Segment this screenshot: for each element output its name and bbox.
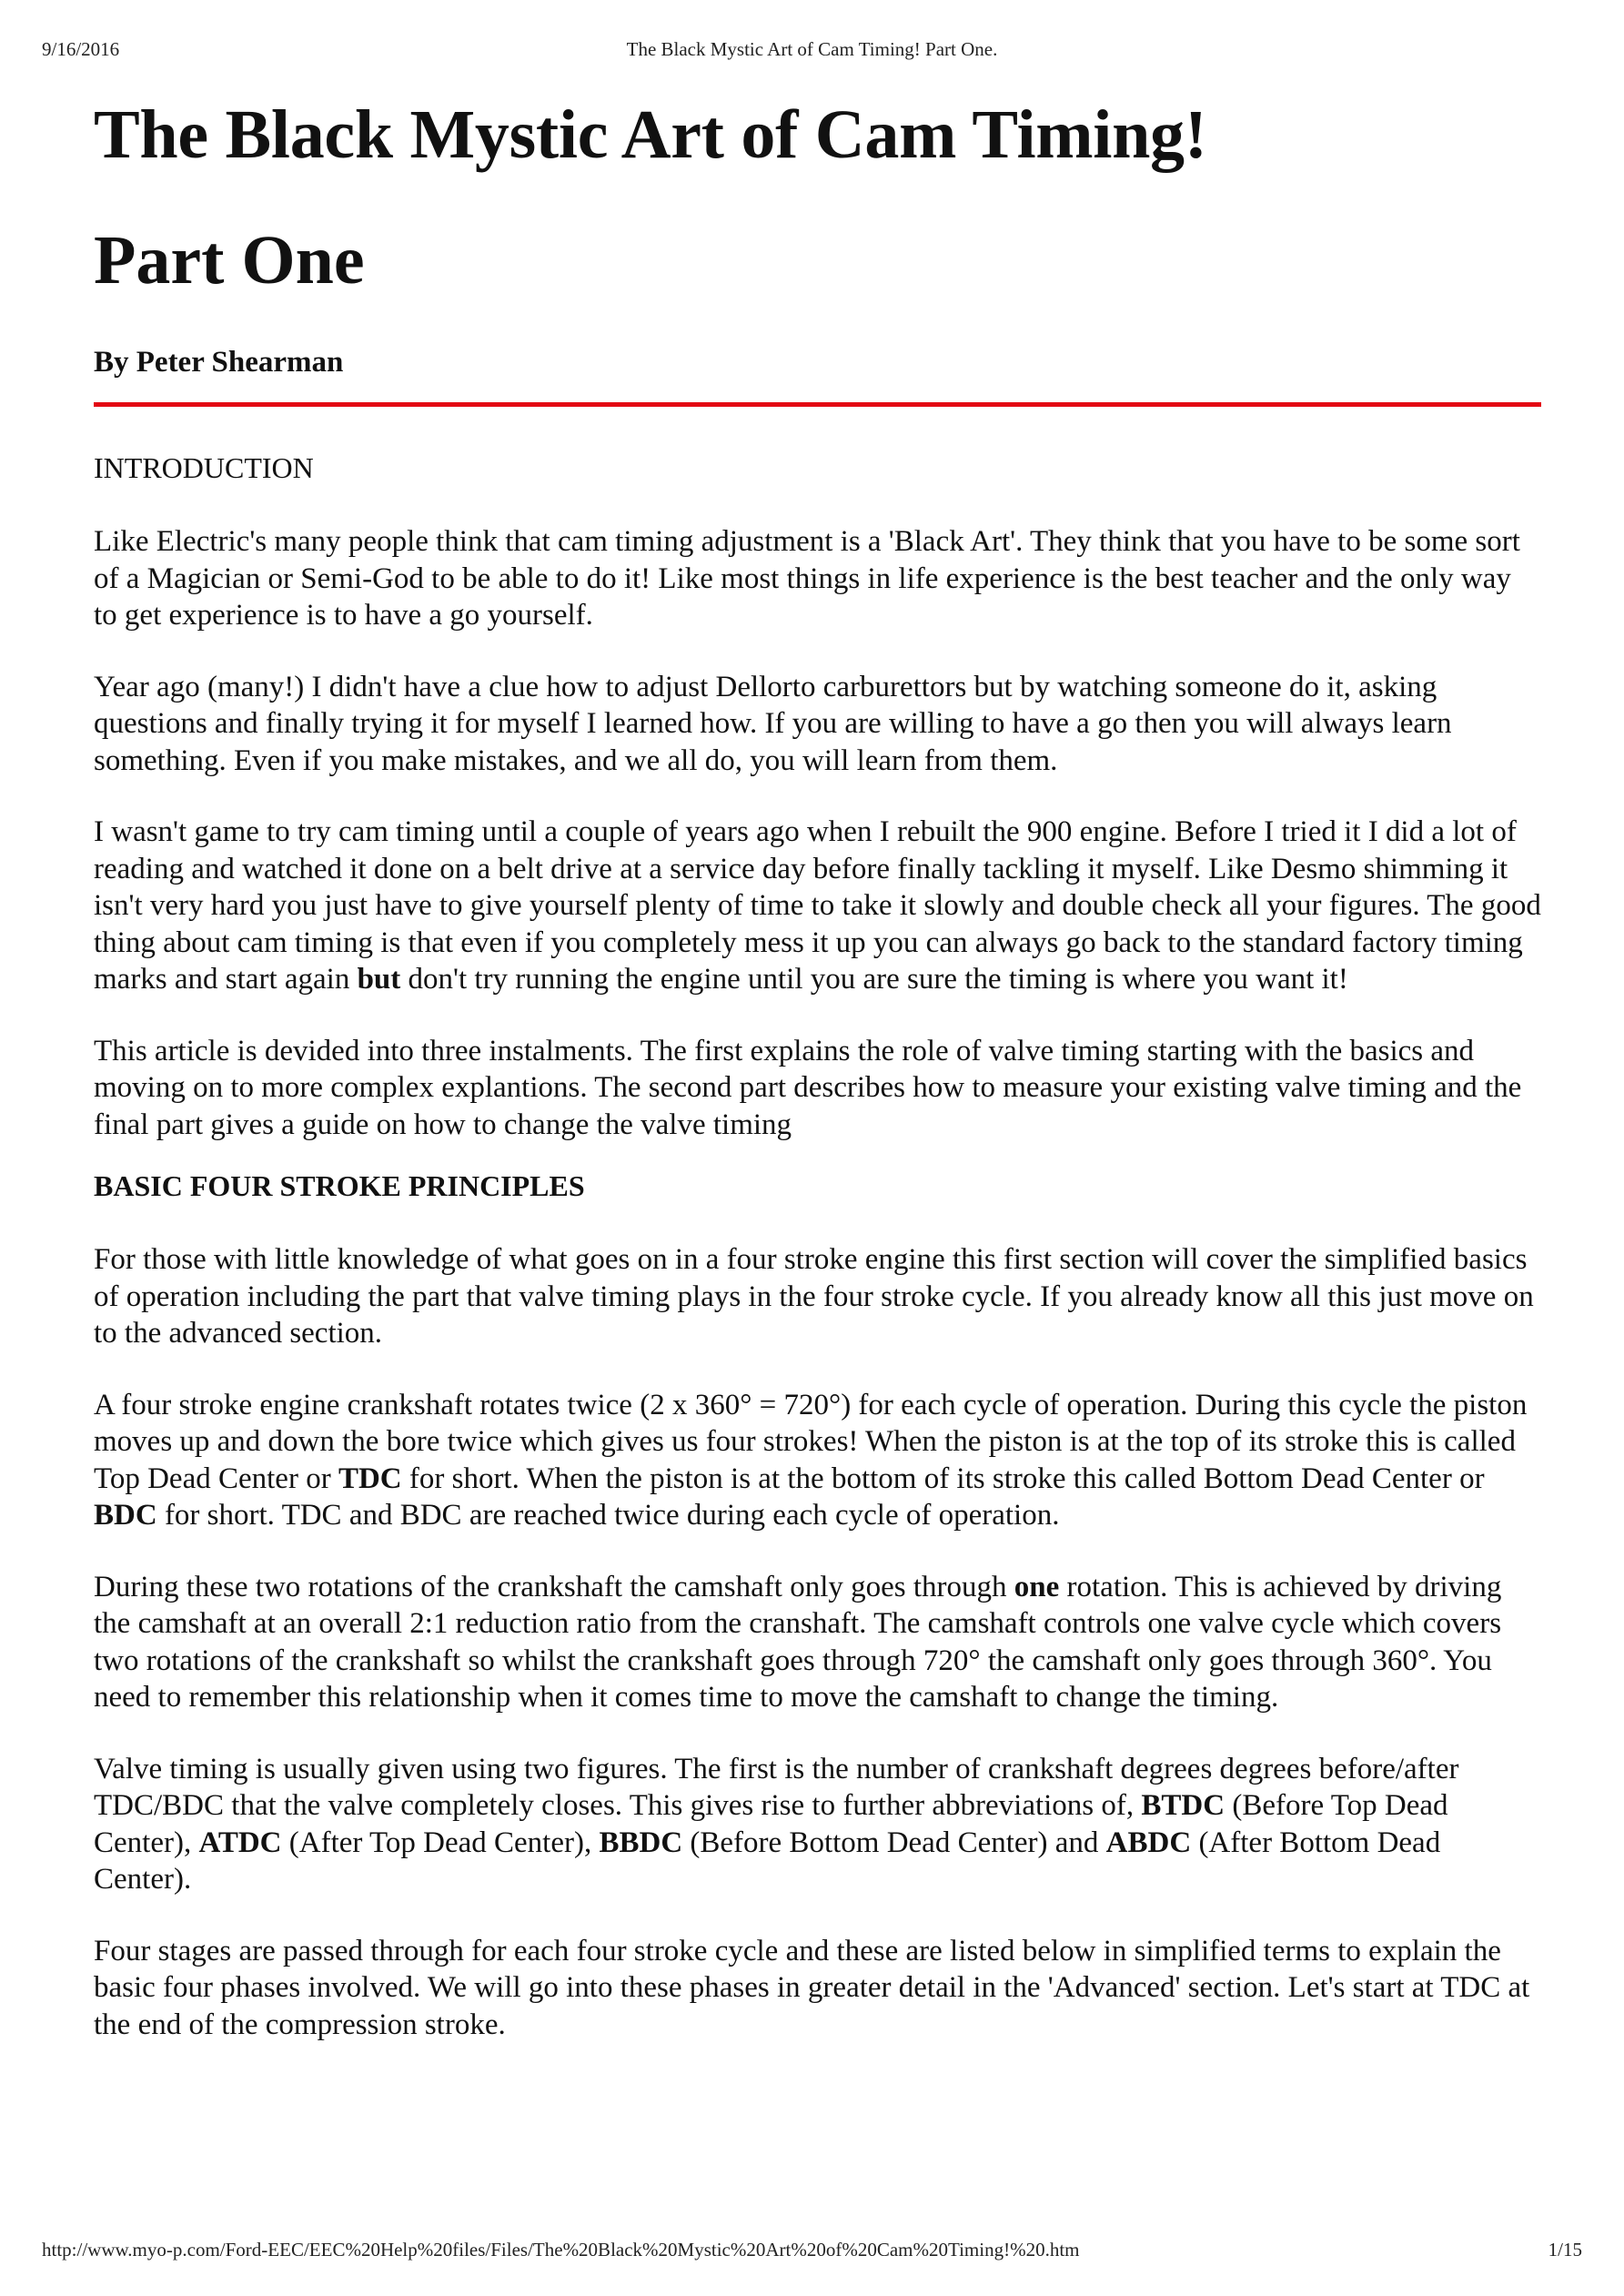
article-byline: By Peter Shearman — [94, 346, 344, 379]
intro-paragraph-3 — [94, 814, 1541, 998]
basics-paragraph-5: Four stages are passed through for each four stroke cycle and these are listed below in simplified terms to explain the basic four phases involved. We will go into these phases in greater detail in the 'Advanced' section. Let's start at TDC at the end of the compression stroke. — [94, 1934, 1530, 2041]
text-run: Valve timing is usually given using two figures. The first is the number of crankshaft degrees degrees before/after TDC/BDC that the valve completely closes. This gives rise to further abbreviations of, — [94, 1752, 1459, 1822]
emphasis-one: one — [1014, 1570, 1060, 1603]
text-run: (Before Bottom Dead Center) and — [682, 1826, 1106, 1859]
article-body — [94, 91, 1541, 2043]
page-number: 1/15 — [1548, 2239, 1582, 2261]
intro-heading: INTRODUCTION — [94, 451, 314, 484]
print-header — [42, 38, 1582, 66]
text-run: I wasn't game to try cam timing until a couple of years ago when I rebuilt the 900 engine. Before I tried it I did a lot of reading and watched it done on a belt drive at a service day before finally tackling it myself. Like Desmo shimming it isn't very hard you just have to give yourself plenty of time to take it slowly and double check all your figures. The good thing about cam timing is that even if you completely mess it up you can always go back to the standard factory timing marks and start again — [94, 815, 1541, 996]
term-tdc: TDC — [338, 1462, 402, 1495]
basics-paragraph-4 — [94, 1751, 1541, 1898]
text-run: (After Bottom Dead Center). — [94, 1826, 1441, 1896]
print-document-title: The Black Mystic Art of Cam Timing! Part One. — [626, 38, 998, 60]
term-abdc: ABDC — [1105, 1826, 1192, 1859]
term-atdc: ATDC — [198, 1826, 282, 1859]
text-run: During these two rotations of the crankshaft the camshaft only goes through — [94, 1570, 1014, 1603]
text-run: for short. TDC and BDC are reached twice during each cycle of operation. — [156, 1499, 1060, 1532]
term-btdc: BTDC — [1141, 1789, 1226, 1822]
article-subtitle: Part One — [94, 222, 365, 298]
intro-paragraph-4: This article is devided into three instalments. The first explains the role of valve timing starting with the basics and moving on to more complex explantions. The second part describes how to measure your existing valve timing and the final part gives a guide on how to change the valve timing — [94, 1034, 1522, 1141]
text-run: (Before Top Dead Center), — [94, 1789, 1448, 1859]
print-footer — [42, 2239, 1582, 2266]
print-date: 9/16/2016 — [42, 38, 120, 60]
text-run: (After Top Dead Center), — [281, 1826, 600, 1859]
red-divider — [94, 402, 1541, 407]
article-title: The Black Mystic Art of Cam Timing! — [94, 96, 1207, 173]
text-run: rotation. This is achieved by driving the camshaft at an overall 2:1 reduction ratio from the cranshaft. The camshaft controls one valve cycle which covers two rotations of the crankshaft so whilst the crankshaft goes through 720° the camshaft only goes through 360°. You need to remember this relationship when it comes time to move the camshaft to change the timing. — [94, 1570, 1502, 1714]
term-bdc: BDC — [94, 1499, 157, 1532]
basics-heading: BASIC FOUR STROKE PRINCIPLES — [94, 1169, 585, 1202]
basics-paragraph-3 — [94, 1569, 1541, 1716]
print-url[interactable]: http://www.myo-p.com/Ford-EEC/EEC%20Help%20files/Files/The%20Black%20Mystic%20Art%20of%20Cam%20Timing!%20.htm — [42, 2239, 1080, 2261]
text-run: don't try running the engine until you are sure the timing is where you want it! — [400, 963, 1348, 996]
basics-paragraph-2 — [94, 1387, 1541, 1534]
intro-paragraph-2: Year ago (many!) I didn't have a clue how to adjust Dellorto carburettors but by watching someone do it, asking questions and finally trying it for myself I learned how. If you are willing to have a go then you will always learn something. Even if you make mistakes, and we all do, you will learn from them. — [94, 670, 1452, 777]
text-run: for short. When the piston is at the bottom of its stroke this called Bottom Dead Center or — [401, 1462, 1485, 1495]
intro-paragraph-1: Like Electric's many people think that cam timing adjustment is a 'Black Art'. They think that you have to be some sort of a Magician or Semi-God to be able to do it! Like most things in life experience is the best teacher and the only way to get experience is to have a go yourself. — [94, 525, 1520, 632]
text-run: A four stroke engine crankshaft rotates twice (2 x 360° = 720°) for each cycle of operation. During this cycle the piston moves up and down the bore twice which gives us four strokes! When the piston is at the top of its stroke this is called Top Dead Center or — [94, 1388, 1528, 1495]
basics-paragraph-1: For those with little knowledge of what goes on in a four stroke engine this first section will cover the simplified basics of operation including the part that valve timing plays in the four stroke cycle. If you already know all this just move on to the advanced section. — [94, 1243, 1534, 1350]
emphasis-but: but — [357, 963, 401, 996]
term-bbdc: BBDC — [599, 1826, 683, 1859]
